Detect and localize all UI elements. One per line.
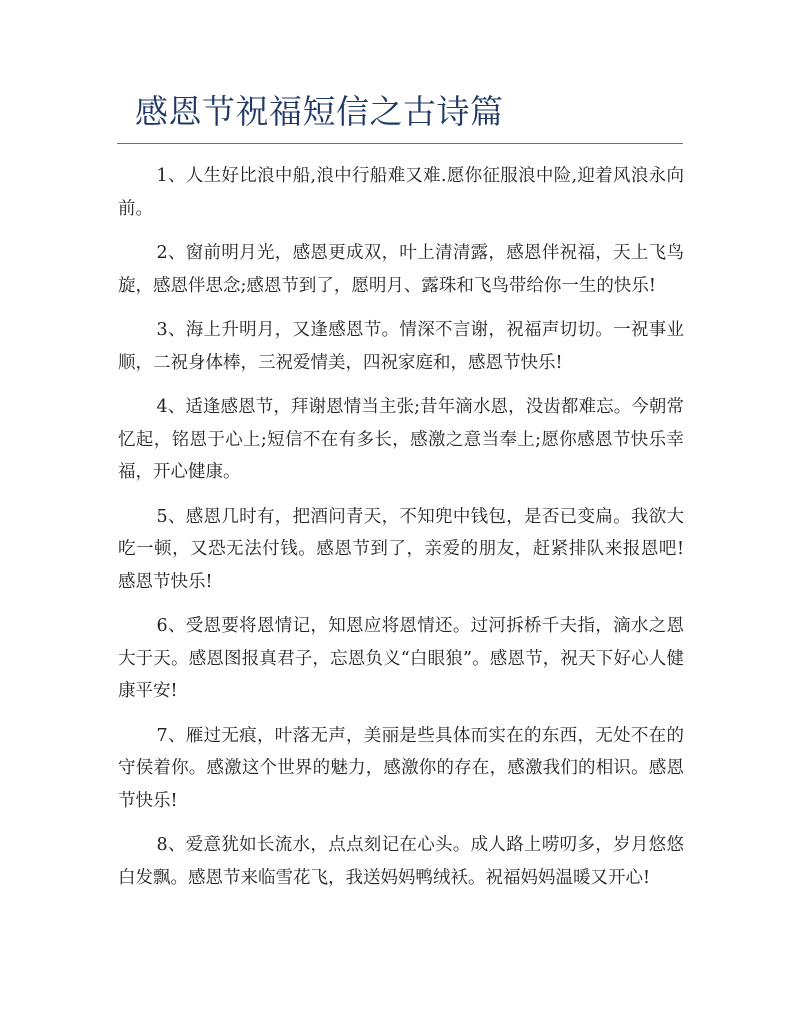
paragraph-7: 7、雁过无痕，叶落无声，美丽是些具体而实在的东西，无处不在的守侯着你。感激这个世界的魅力，感激你的存在，感激我们的相识。感恩节快乐! (118, 725, 684, 811)
paragraph-3: 3、海上升明月，又逢感恩节。情深不言谢，祝福声切切。一祝事业顺，二祝身体棒，三祝爱情美，四祝家庭和，感恩节快乐! (118, 320, 684, 373)
document-title: 感恩节祝福短信之古诗篇 (135, 92, 504, 131)
paragraph-8: 8、爱意犹如长流水，点点刻记在心头。成人路上唠叨多，岁月悠悠白发飘。感恩节来临雪花飞，我送妈妈鸭绒袄。祝福妈妈温暖又开心! (118, 835, 684, 888)
paragraph-5: 5、感恩几时有，把酒问青天，不知兜中钱包，是否已变扁。我欲大吃一顿，又恐无法付钱。感恩节到了，亲爱的朋友，赶紧排队来报恩吧!感恩节快乐! (118, 506, 684, 592)
paragraph-6: 6、受恩要将恩情记，知恩应将恩情还。过河拆桥千夫指，滴水之恩大于天。感恩图报真君子，忘恩负义“白眼狼”。感恩节，祝天下好心人健康平安! (118, 616, 684, 701)
paragraph-1: 1、人生好比浪中船,浪中行船难又难.愿你征服浪中险,迎着风浪永向前。 (118, 166, 684, 219)
paragraph-4: 4、适逢感恩节，拜谢恩情当主张;昔年滴水恩，没齿都难忘。今朝常忆起，铭恩于心上;短信不在有多长，感激之意当奉上;愿你感恩节快乐幸福，开心健康。 (118, 397, 684, 482)
title-underline (117, 143, 683, 144)
document-body (118, 160, 684, 906)
paragraph-2: 2、窗前明月光，感恩更成双，叶上清清露，感恩伴祝福，天上飞鸟旋，感恩伴思念;感恩节到了，愿明月、露珠和飞鸟带给你一生的快乐! (118, 243, 684, 296)
